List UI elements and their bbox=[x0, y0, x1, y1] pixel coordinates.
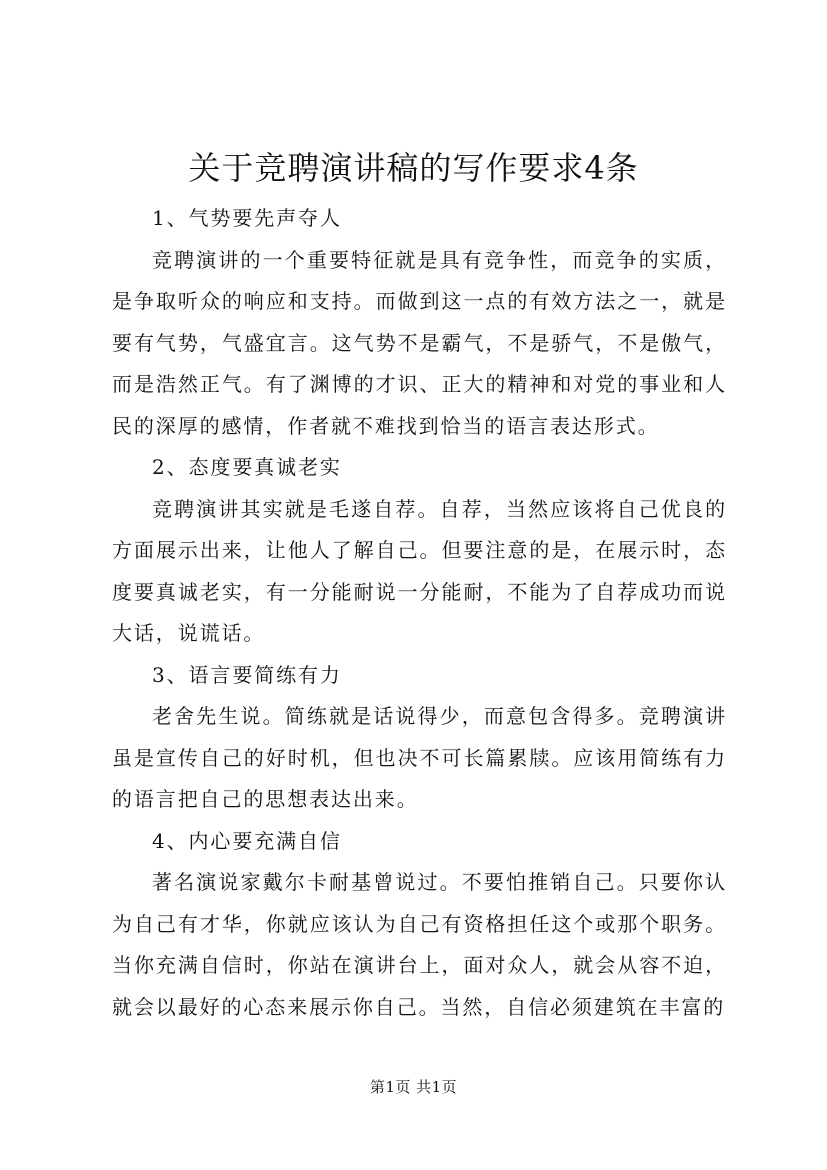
section-paragraph: 竞聘演讲的一个重要特征就是具有竞争性，而竞争的实质，是争取听众的响应和支持。而做到这一点的有效方法之一，就是要有气势，气盛宜言。这气势不是霸气，不是骄气，不是傲气，而是浩然正气。有了渊博的才识、正大的精神和对党的事业和人民的深厚的感情，作者就不难找到恰当的语言表达形式。 bbox=[112, 247, 727, 438]
section-paragraph: 老舍先生说。简练就是话说得少，而意包含得多。竞聘演讲虽是宣传自己的好时机，但也决不可长篇累牍。应该用简练有力的语言把自己的思想表达出来。 bbox=[112, 704, 727, 811]
section-heading: 1、气势要先声夺人 bbox=[152, 206, 342, 230]
document-title: 关于竞聘演讲稿的写作要求4条 bbox=[188, 149, 639, 187]
page-number-footer: 第1页 共1页 bbox=[369, 1078, 458, 1096]
document-body bbox=[112, 198, 727, 1028]
section-paragraph: 竞聘演讲其实就是毛遂自荐。自荐，当然应该将自己优良的方面展示出来，让他人了解自己。但要注意的是，在展示时，态度要真诚老实，有一分能耐说一分能耐，不能为了自荐成功而说大话，说谎话。 bbox=[112, 496, 727, 645]
section-heading: 2、态度要真诚老实 bbox=[152, 455, 342, 479]
section-heading: 3、语言要简练有力 bbox=[152, 662, 342, 687]
section-paragraph: 著名演说家戴尔卡耐基曾说过。不要怕推销自己。只要你认为自己有才华，你就应该认为自己有资格担任这个或那个职务。当你充满自信时，你站在演讲台上，面对众人，就会从容不迫，就会以最好的心态来展示你自己。当然，自信必须建筑在丰富的 bbox=[112, 870, 727, 1019]
section-heading: 4、内心要充满自信 bbox=[152, 828, 342, 853]
